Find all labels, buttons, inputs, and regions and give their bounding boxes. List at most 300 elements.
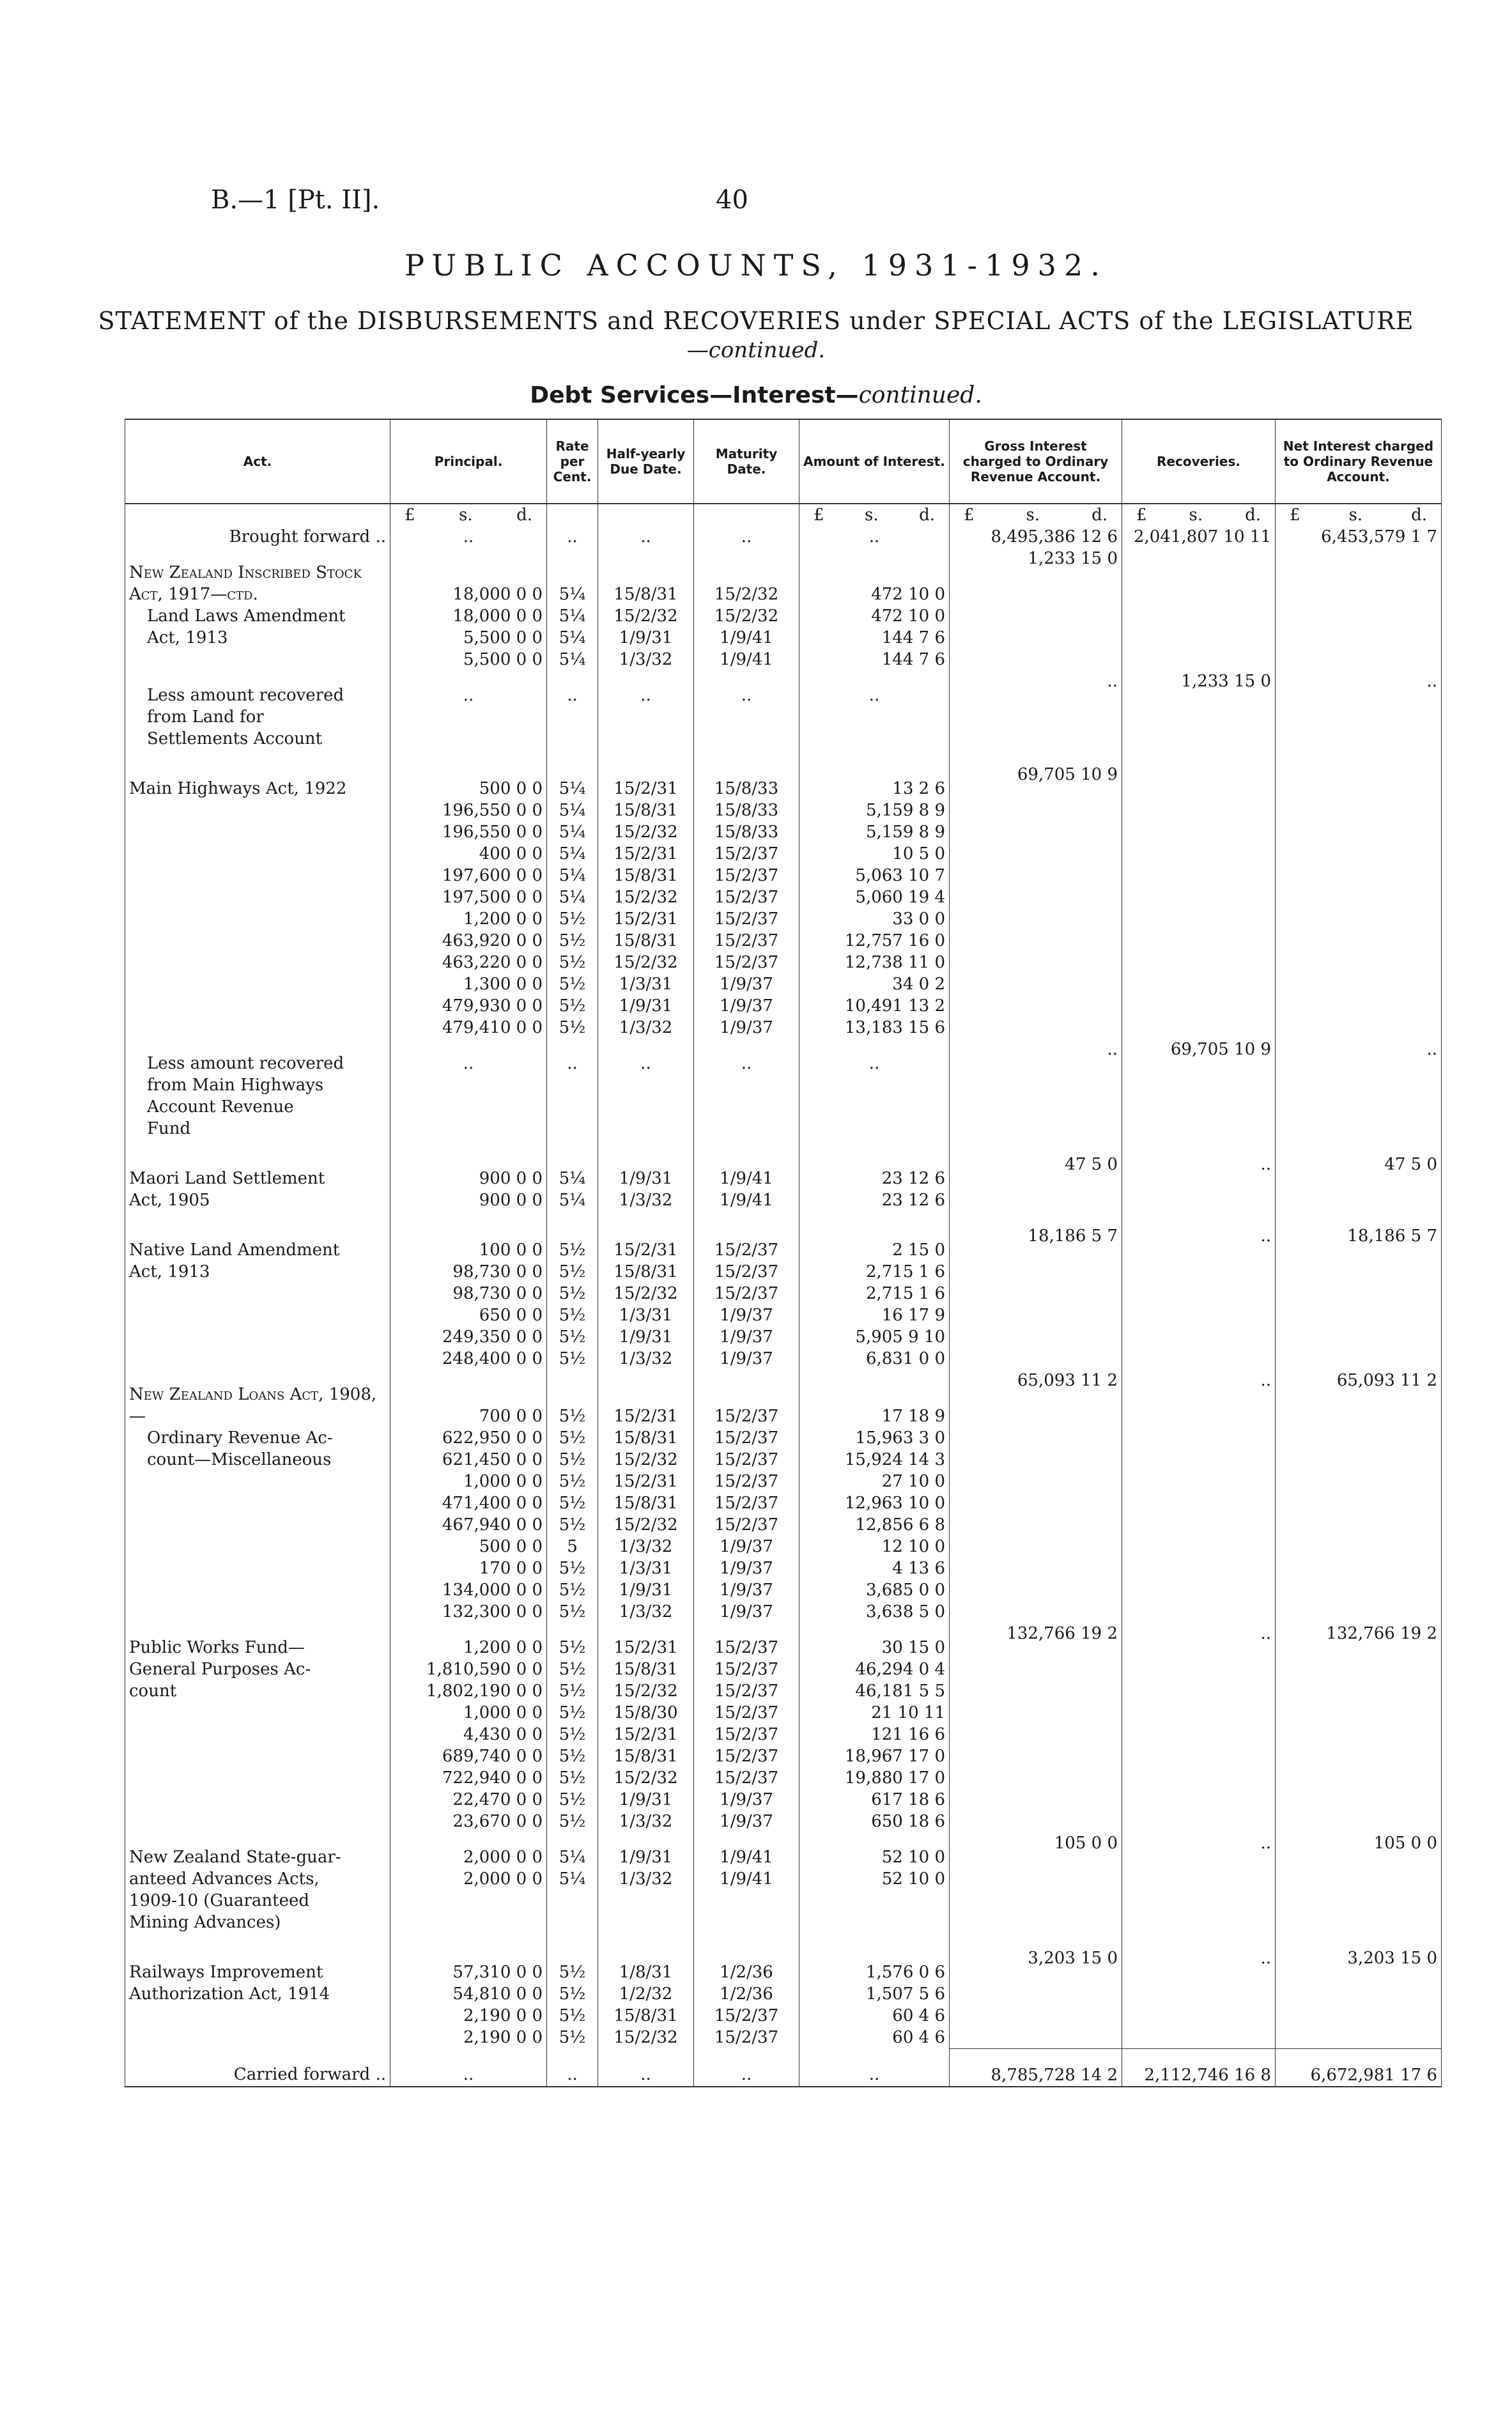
carried-forward-label: Carried forward .. <box>233 2065 386 2084</box>
rate-cell <box>547 1154 598 1225</box>
maturity-cell-line: 1/9/37 <box>720 1559 773 1578</box>
half-yearly-cell-line: 1/9/31 <box>619 1327 673 1347</box>
maturity-cell-line: 1/9/37 <box>720 1602 773 1621</box>
half-yearly-cell-line: 15/8/31 <box>613 1494 678 1513</box>
amount-cell-line: 46,294 0 4 <box>855 1660 945 1679</box>
col-maturity: Maturity Date. <box>694 419 799 504</box>
half-yearly-cell-line: 1/9/31 <box>619 1169 673 1188</box>
rate-cell-line: 5½ <box>559 1790 586 1809</box>
principal-cell-line: 479,410 0 0 <box>442 1018 543 1037</box>
rate-cell-line: 5½ <box>559 1306 586 1325</box>
net-total <box>1276 1623 1442 1832</box>
act-line: New Zealand State-guar- <box>129 1848 341 1867</box>
maturity-cell-line: 1/9/37 <box>720 996 773 1016</box>
rate-cell-line: 5½ <box>559 953 586 972</box>
principal-cell <box>390 1623 547 1832</box>
maturity-cell <box>694 670 799 764</box>
brought-forward-row: Brought forward .. .. .. .. .. .. 8,495,386 12 6 2,041,807 10 11 6,453,579 1 7 <box>125 526 1442 548</box>
recoveries-total <box>1122 1832 1276 1947</box>
principal-cell <box>390 764 547 1039</box>
rate-cell-line: 5¼ <box>559 779 586 798</box>
half-yearly-cell-line: 15/2/31 <box>613 1241 678 1260</box>
half-yearly-cell-line: 15/8/30 <box>613 1703 678 1722</box>
dots: .. <box>463 686 474 705</box>
net-total <box>1276 1154 1442 1225</box>
rate-cell-line: 5½ <box>559 2028 586 2047</box>
principal-cell-line: 4,430 0 0 <box>463 1725 543 1744</box>
recoveries-total <box>1122 1947 1276 2048</box>
act-line: Act, 1913 <box>147 628 228 647</box>
rate-cell <box>547 1623 598 1832</box>
amount-cell-line: 6,831 0 0 <box>865 1349 945 1368</box>
amount-cell <box>799 670 950 764</box>
act-heading: New Zealand Inscribed Stock Act, 1917—ctd. <box>129 563 362 604</box>
maturity-cell-line: 15/2/37 <box>714 844 779 863</box>
half-yearly-cell <box>598 1225 694 1370</box>
amount-cell <box>799 1039 950 1154</box>
half-yearly-cell-line: 15/2/32 <box>613 1768 678 1788</box>
rate-cell-line: 5¼ <box>559 628 586 647</box>
amount-cell-line: 617 18 6 <box>871 1790 945 1809</box>
act-name <box>125 1832 390 1947</box>
recoveries-units: £ s. d. <box>1122 504 1276 526</box>
act-name <box>125 1154 390 1225</box>
maturity-cell-line: 15/2/37 <box>714 1660 779 1679</box>
half-yearly-cell-line: 1/9/31 <box>619 1848 673 1867</box>
half-yearly-cell <box>598 1039 694 1154</box>
half-yearly-cell-line: 15/2/31 <box>613 1638 678 1657</box>
amount-cell-line: 23 12 6 <box>881 1191 945 1210</box>
act-line: Railways Improvement <box>129 1963 323 1982</box>
dots: .. <box>741 686 752 705</box>
half-yearly-cell-line: 15/8/31 <box>613 931 678 950</box>
amount-cell-line: 52 10 0 <box>881 1848 945 1867</box>
principal-cell <box>390 1370 547 1623</box>
principal-cell-line: 98,730 0 0 <box>452 1284 543 1303</box>
amount-cell <box>799 548 950 670</box>
maturity-cell <box>694 1947 799 2048</box>
amount-cell-line: 2,715 1 6 <box>865 1284 945 1303</box>
gross-total <box>950 764 1122 1039</box>
half-yearly-cell-line: 1/8/31 <box>619 1963 673 1982</box>
act-name <box>125 1225 390 1370</box>
amount-cell <box>799 764 950 1039</box>
maturity-cell-line: 1/9/41 <box>720 1169 773 1188</box>
recoveries-value: 69,705 10 9 <box>1170 1040 1271 1059</box>
gross-total <box>950 1225 1122 1370</box>
act-line: anteed Advances Acts, <box>129 1869 320 1889</box>
act-line: from Main Highways <box>147 1076 324 1095</box>
half-yearly-cell-line: 15/2/32 <box>613 953 678 972</box>
maturity-cell-line: 15/8/33 <box>714 823 779 842</box>
maturity-cell-line: 15/2/37 <box>714 909 779 929</box>
amount-cell-line: 12,757 16 0 <box>844 931 945 950</box>
maturity-cell-line: 15/2/37 <box>714 866 779 885</box>
maturity-cell <box>694 1623 799 1832</box>
amount-cell-line: 5,905 9 10 <box>855 1327 945 1347</box>
recoveries-total <box>1122 1225 1276 1370</box>
amount-cell <box>799 1623 950 1832</box>
amount-cell <box>799 1225 950 1370</box>
rate-cell <box>547 1039 598 1154</box>
maturity-cell-line: 15/2/37 <box>714 1262 779 1281</box>
half-yearly-cell-line: 15/2/32 <box>613 888 678 907</box>
principal-cell-line: 23,670 0 0 <box>452 1812 543 1831</box>
act-section <box>125 1947 1442 2048</box>
column-header-row <box>125 419 1442 504</box>
half-yearly-cell-line: 1/9/31 <box>619 628 673 647</box>
principal-cell-line: 2,000 0 0 <box>463 1869 543 1889</box>
rate-cell-line: 5½ <box>559 1515 586 1535</box>
maturity-cell-line: 1/9/41 <box>720 628 773 647</box>
maturity-cell <box>694 764 799 1039</box>
half-yearly-cell-line: 1/9/31 <box>619 1790 673 1809</box>
principal-cell-line: 5,500 0 0 <box>463 628 543 647</box>
dots: .. <box>640 1054 651 1073</box>
amount-cell-line: 15,963 3 0 <box>855 1428 945 1448</box>
act-line: Act, 1905 <box>129 1191 210 1210</box>
maturity-cell-line: 15/8/33 <box>714 779 779 798</box>
maturity-cell <box>694 1832 799 1947</box>
amount-cell-line: 10 5 0 <box>892 844 945 863</box>
amount-cell-line: 144 7 6 <box>881 628 945 647</box>
half-yearly-cell-line: 15/8/31 <box>613 1262 678 1281</box>
principal-cell-line: 197,600 0 0 <box>442 866 543 885</box>
half-yearly-cell <box>598 548 694 670</box>
half-yearly-cell-line: 15/2/32 <box>613 607 678 626</box>
act-line: Settlements Account <box>147 729 323 748</box>
half-yearly-cell-line: 15/8/31 <box>613 1747 678 1766</box>
amount-cell-line: 15,924 14 3 <box>844 1450 945 1469</box>
amount-cell-line: 33 0 0 <box>892 909 945 929</box>
act-section <box>125 1154 1442 1225</box>
rate-cell-line: 5½ <box>559 1018 586 1037</box>
maturity-cell-line: 1/2/36 <box>720 1963 773 1982</box>
net-value: 105 0 0 <box>1373 1834 1437 1853</box>
brought-forward-label: Brought forward .. <box>229 527 386 546</box>
gross-total <box>950 1370 1122 1623</box>
recoveries-value: .. <box>1260 1949 1271 1968</box>
half-yearly-cell-line: 1/3/32 <box>619 1812 673 1831</box>
maturity-cell-line: 15/2/37 <box>714 1407 779 1426</box>
half-yearly-cell <box>598 670 694 764</box>
recoveries-value: .. <box>1260 1371 1271 1390</box>
act-line: Main Highways Act, 1922 <box>129 779 347 798</box>
net-total <box>1276 764 1442 1039</box>
half-yearly-cell-line: 15/2/31 <box>613 909 678 929</box>
col-net: Net Interest charged to Ordinary Revenue Account. <box>1276 419 1442 504</box>
act-section <box>125 1370 1442 1623</box>
half-yearly-cell <box>598 1947 694 2048</box>
gross-value: 47 5 0 <box>1065 1155 1118 1174</box>
maturity-cell-line: 15/2/37 <box>714 1725 779 1744</box>
amount-cell-line: 27 10 0 <box>881 1472 945 1491</box>
principal-cell-line: 100 0 0 <box>479 1241 543 1260</box>
maturity-cell-line: 1/9/37 <box>720 1018 773 1037</box>
maturity-cell-line: 1/9/37 <box>720 1306 773 1325</box>
rate-cell <box>547 548 598 670</box>
rate-cell-line: 5½ <box>559 1768 586 1788</box>
gross-total <box>950 1154 1122 1225</box>
act-name <box>125 1947 390 2048</box>
col-recoveries: Recoveries. <box>1122 419 1276 504</box>
act-section <box>125 548 1442 670</box>
subtitle-continued: continued. <box>858 382 982 408</box>
rate-cell-line: 5½ <box>559 1472 586 1491</box>
maturity-cell-line: 15/2/37 <box>714 1241 779 1260</box>
dots: .. <box>463 1054 474 1073</box>
recoveries-value: .. <box>1260 1226 1271 1246</box>
rate-cell-line: 5½ <box>559 1725 586 1744</box>
principal-cell-line: 170 0 0 <box>479 1559 543 1578</box>
act-name <box>125 1623 390 1832</box>
rate-cell-line: 5½ <box>559 1660 586 1679</box>
gross-total <box>950 1039 1122 1154</box>
principal-cell-line: 700 0 0 <box>479 1407 543 1426</box>
rate-cell <box>547 764 598 1039</box>
act-line: Account Revenue <box>147 1097 294 1117</box>
amount-cell-line: 18,967 17 0 <box>844 1747 945 1766</box>
act-line: Maori Land Settlement <box>129 1169 325 1188</box>
amount-cell-line: 5,060 19 4 <box>855 888 945 907</box>
principal-cell-line: 196,550 0 0 <box>442 801 543 820</box>
rate-cell-line: 5¼ <box>559 607 586 626</box>
amount-cell-line: 60 4 6 <box>892 2028 945 2047</box>
statement-continued: —continued. <box>686 337 826 363</box>
amount-cell-line: 472 10 0 <box>871 585 945 604</box>
act-line: Land Laws Amendment <box>147 607 346 626</box>
rate-cell-line: 5½ <box>559 1494 586 1513</box>
net-units: £ s. d. <box>1276 504 1442 526</box>
act-section <box>125 764 1442 1039</box>
act-section <box>125 670 1442 764</box>
rate-cell-line: 5½ <box>559 931 586 950</box>
amount-cell-line: 23 12 6 <box>881 1169 945 1188</box>
act-name <box>125 764 390 1039</box>
half-yearly-cell-line: 15/8/31 <box>613 1428 678 1448</box>
recoveries-value: .. <box>1260 1624 1271 1643</box>
principal-cell-line: 500 0 0 <box>479 1537 543 1556</box>
principal-cell <box>390 1039 547 1154</box>
half-yearly-cell-line: 15/2/31 <box>613 1472 678 1491</box>
rate-cell-line: 5¼ <box>559 1869 586 1889</box>
net-value: 132,766 19 2 <box>1326 1624 1437 1643</box>
rate-cell <box>547 1225 598 1370</box>
rate-cell-line: 5½ <box>559 1703 586 1722</box>
half-yearly-cell-line: 15/2/32 <box>613 1450 678 1469</box>
rate-cell-line: 5¼ <box>559 823 586 842</box>
half-yearly-cell-line: 15/8/31 <box>613 2006 678 2025</box>
amount-cell-line: 16 17 9 <box>881 1306 945 1325</box>
rate-cell-line: 5¼ <box>559 585 586 604</box>
half-yearly-cell-line: 15/8/31 <box>613 585 678 604</box>
recoveries-total <box>1122 1154 1276 1225</box>
act-line: Native Land Amendment <box>129 1241 340 1260</box>
rate-cell-line: 5½ <box>559 1963 586 1982</box>
act-line: 1909-10 (Guaranteed <box>129 1891 310 1910</box>
principal-cell-line: 2,190 0 0 <box>463 2028 543 2047</box>
principal-cell-line: 400 0 0 <box>479 844 543 863</box>
maturity-cell-line: 15/2/37 <box>714 1450 779 1469</box>
maturity-cell <box>694 1370 799 1623</box>
recoveries-total <box>1122 1623 1276 1832</box>
maturity-cell-line: 1/9/41 <box>720 1191 773 1210</box>
net-total <box>1276 670 1442 764</box>
rate-cell-line: 5½ <box>559 2006 586 2025</box>
gross-total <box>950 548 1122 670</box>
act-section <box>125 1623 1442 1832</box>
act-name <box>125 670 390 764</box>
statement-table <box>125 419 1442 2087</box>
amount-cell-line: 12,856 6 8 <box>855 1515 945 1535</box>
maturity-cell-line: 1/9/37 <box>720 1790 773 1809</box>
act-section <box>125 1039 1442 1154</box>
gross-value: .. <box>1107 1040 1118 1059</box>
brought-forward-gross: 8,495,386 12 6 <box>950 526 1122 548</box>
amount-cell-line: 10,491 13 2 <box>844 996 945 1016</box>
half-yearly-cell-line: 1/9/31 <box>619 1581 673 1600</box>
half-yearly-cell-line: 1/2/32 <box>619 1984 673 2004</box>
principal-cell <box>390 1947 547 2048</box>
rate-cell-line: 5½ <box>559 1241 586 1260</box>
amount-cell <box>799 1154 950 1225</box>
act-line: Act, 1913 <box>129 1262 210 1281</box>
net-total <box>1276 1039 1442 1154</box>
half-yearly-cell-line: 1/3/32 <box>619 1349 673 1368</box>
rate-cell-line: 5½ <box>559 1349 586 1368</box>
half-yearly-cell <box>598 1370 694 1623</box>
units-row <box>125 504 1442 526</box>
dots: .. <box>868 1054 880 1073</box>
act-section <box>125 1225 1442 1370</box>
maturity-cell-line: 15/2/37 <box>714 2006 779 2025</box>
gross-value: 132,766 19 2 <box>1007 1624 1118 1643</box>
rate-cell-line: 5½ <box>559 1984 586 2004</box>
amount-cell-line: 21 10 11 <box>871 1703 945 1722</box>
half-yearly-cell-line: 1/3/32 <box>619 1602 673 1621</box>
net-total <box>1276 1832 1442 1947</box>
net-value: 47 5 0 <box>1384 1155 1437 1174</box>
maturity-cell-line: 15/2/37 <box>714 931 779 950</box>
col-amount: Amount of Interest. <box>799 419 950 504</box>
half-yearly-cell-line: 15/8/31 <box>613 1660 678 1679</box>
amount-cell <box>799 1832 950 1947</box>
dots: .. <box>640 686 651 705</box>
gross-total <box>950 1832 1122 1947</box>
gross-value: 1,233 15 0 <box>1028 549 1118 568</box>
rate-cell-line: 5½ <box>559 1602 586 1621</box>
maturity-cell-line: 15/2/37 <box>714 1638 779 1657</box>
maturity-cell-line: 15/2/37 <box>714 1428 779 1448</box>
maturity-cell-line: 15/2/37 <box>714 1682 779 1701</box>
principal-cell-line: 1,300 0 0 <box>463 975 543 994</box>
gross-value: 18,186 5 7 <box>1028 1226 1118 1246</box>
act-line: from Land for <box>147 708 264 727</box>
principal-cell-line: 1,200 0 0 <box>463 1638 543 1657</box>
amount-cell-line: 2 15 0 <box>892 1241 945 1260</box>
amount-cell-line: 121 16 6 <box>871 1725 945 1744</box>
maturity-cell <box>694 1154 799 1225</box>
principal-cell-line: 18,000 0 0 <box>452 585 543 604</box>
section-subtitle <box>0 382 1512 408</box>
half-yearly-cell <box>598 1623 694 1832</box>
half-yearly-cell-line: 15/2/31 <box>613 844 678 863</box>
principal-cell-line: 900 0 0 <box>479 1191 543 1210</box>
principal-cell-line: 197,500 0 0 <box>442 888 543 907</box>
principal-cell <box>390 1154 547 1225</box>
maturity-cell-line: 15/2/37 <box>714 1747 779 1766</box>
carried-forward-gross: 8,785,728 14 2 <box>950 2048 1122 2087</box>
net-value: .. <box>1426 1040 1437 1059</box>
maturity-cell-line: 1/9/41 <box>720 1848 773 1867</box>
dots: .. <box>868 686 880 705</box>
net-total <box>1276 1225 1442 1370</box>
maturity-cell-line: 1/9/37 <box>720 975 773 994</box>
act-name <box>125 1039 390 1154</box>
half-yearly-cell-line: 1/3/32 <box>619 1869 673 1889</box>
act-name <box>125 548 390 670</box>
principal-cell-line: 1,810,590 0 0 <box>426 1660 543 1679</box>
rate-cell <box>547 1832 598 1947</box>
principal-cell-line: 2,190 0 0 <box>463 2006 543 2025</box>
principal-cell-line: 621,450 0 0 <box>442 1450 543 1469</box>
amount-cell-line: 46,181 5 5 <box>855 1682 945 1701</box>
maturity-cell-line: 15/2/37 <box>714 888 779 907</box>
rate-cell-line: 5½ <box>559 1450 586 1469</box>
rate-cell-line: 5½ <box>559 1407 586 1426</box>
recoveries-value: .. <box>1260 1834 1271 1853</box>
principal-cell <box>390 548 547 670</box>
amount-cell-line: 1,507 5 6 <box>865 1984 945 2004</box>
principal-cell-line: 5,500 0 0 <box>463 650 543 669</box>
principal-cell-line: 1,200 0 0 <box>463 909 543 929</box>
amount-cell-line: 3,685 0 0 <box>865 1581 945 1600</box>
half-yearly-cell-line: 1/3/32 <box>619 1018 673 1037</box>
maturity-cell-line: 15/2/37 <box>714 953 779 972</box>
act-line: Less amount recovered <box>147 1054 344 1073</box>
principal-cell-line: 463,920 0 0 <box>442 931 543 950</box>
statement-title: STATEMENT of the DISBURSEMENTS and RECOVERIES under SPECIAL ACTS of the LEGISLATURE <box>98 307 1414 335</box>
act-line: count <box>129 1682 177 1701</box>
half-yearly-cell-line: 15/2/32 <box>613 1284 678 1303</box>
principal-cell-line: 479,930 0 0 <box>442 996 543 1016</box>
principal-cell-line: 248,400 0 0 <box>442 1349 543 1368</box>
amount-cell-line: 1,576 0 6 <box>865 1963 945 1982</box>
maturity-cell-line: 1/2/36 <box>720 1984 773 2004</box>
rate-cell-line: 5½ <box>559 996 586 1016</box>
net-value: 65,093 11 2 <box>1336 1371 1437 1390</box>
amount-cell-line: 52 10 0 <box>881 1869 945 1889</box>
act-line: Less amount recovered <box>147 686 344 705</box>
principal-cell-line: 463,220 0 0 <box>442 953 543 972</box>
act-line: General Purposes Ac- <box>129 1660 311 1679</box>
half-yearly-cell-line: 1/3/31 <box>619 1559 673 1578</box>
amount-cell-line: 30 15 0 <box>881 1638 945 1657</box>
rate-cell-line: 5¼ <box>559 801 586 820</box>
principal-cell-line: 650 0 0 <box>479 1306 543 1325</box>
principal-cell-line: 471,400 0 0 <box>442 1494 543 1513</box>
amount-cell-line: 13,183 15 6 <box>844 1018 945 1037</box>
recoveries-value: 1,233 15 0 <box>1181 672 1271 691</box>
maturity-cell-line: 15/2/37 <box>714 2028 779 2047</box>
half-yearly-cell-line: 1/9/31 <box>619 996 673 1016</box>
col-rate: Rate per Cent. <box>547 419 598 504</box>
amount-cell-line: 19,880 17 0 <box>844 1768 945 1788</box>
maturity-cell-line: 1/9/37 <box>720 1349 773 1368</box>
dots: .. <box>741 1054 752 1073</box>
half-yearly-cell <box>598 1154 694 1225</box>
gross-total <box>950 670 1122 764</box>
